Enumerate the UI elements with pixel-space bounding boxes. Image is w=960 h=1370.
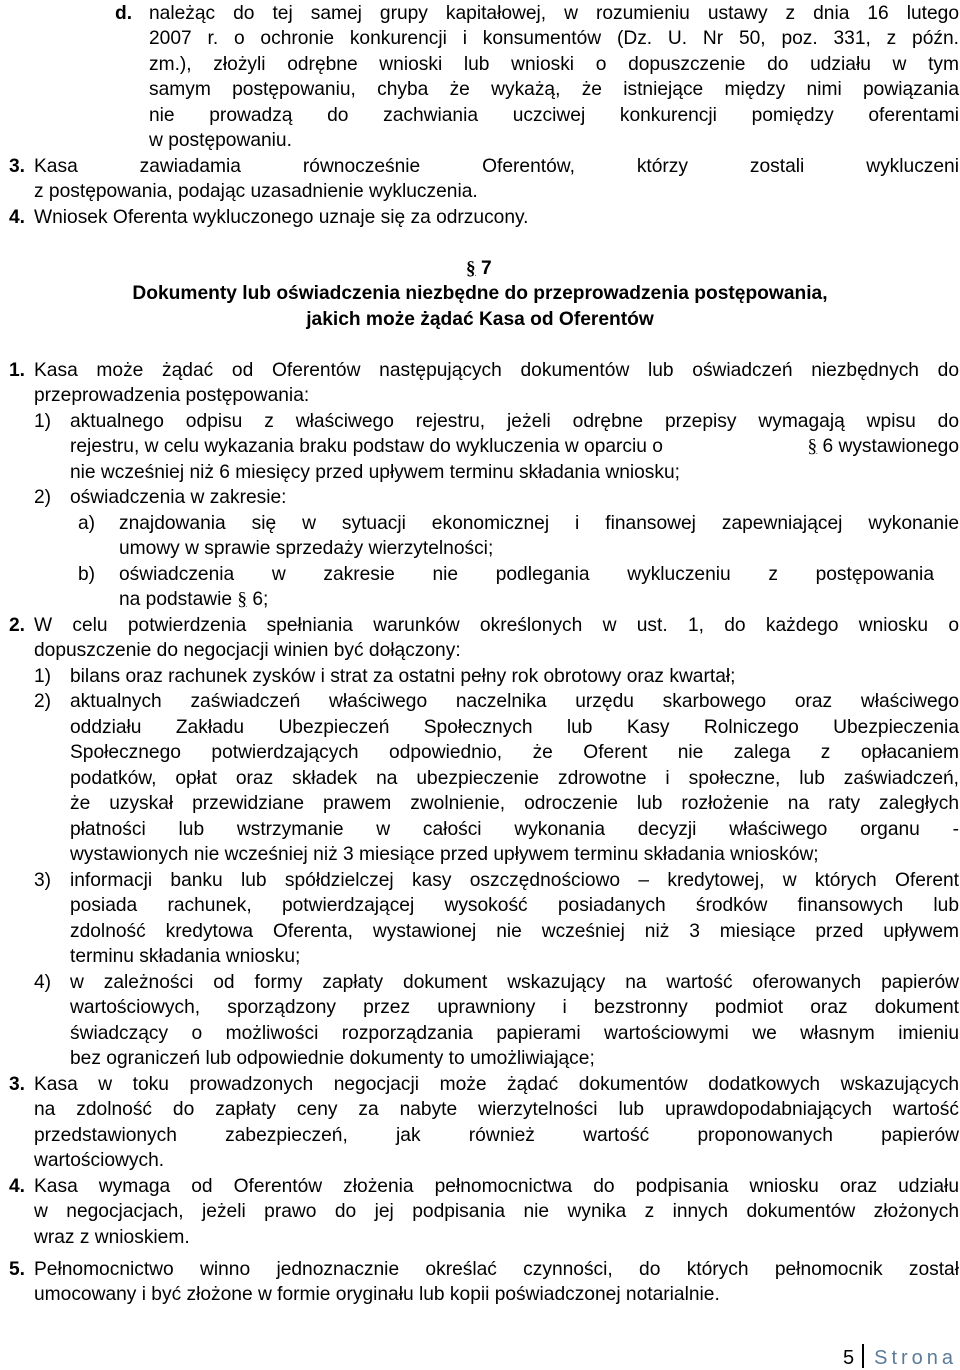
list-label: 1)	[34, 666, 52, 687]
text-part: 6;	[252, 589, 269, 610]
item-number: 1.	[9, 360, 26, 381]
paragraph-line: bez ograniczeń lub odpowiednie dokumenty to umożliwiające;	[70, 1048, 595, 1069]
paragraph-line: wartościowych.	[34, 1150, 165, 1171]
text-part	[808, 437, 959, 456]
paragraph-line: aktualnych zaświadczeń właściwego naczelnika urzędu skarbowego oraz właściwego	[70, 691, 959, 712]
paragraph-line: znajdowania się w sytuacji ekonomicznej i finansowej zapewniającej wykonanie	[119, 513, 959, 534]
paragraph-line: informacji banku lub spółdzielczej kasy oszczędnościowo – kredytowej, w których Oferent	[70, 870, 959, 891]
paragraph-line: podatków, opłat oraz składek na ubezpieczenie zdrowotne i społeczne, lub zaświadczeń,	[70, 768, 959, 789]
section-sign: §	[807, 436, 818, 457]
page-word: Strona	[874, 1347, 958, 1369]
section-heading-number	[466, 259, 492, 278]
paragraph-line: oddziału Zakładu Ubezpieczeń Społecznych lub Kasy Rolniczego Ubezpieczenia	[70, 717, 959, 738]
section-number: 7	[480, 258, 492, 279]
paragraph-line: w zależności od formy zapłaty dokument wskazujący na wartość oferowanych papierów	[70, 972, 959, 993]
paragraph-line: wystawionych nie wcześniej niż 3 miesiące przed upływem terminu składania wniosków;	[70, 844, 819, 865]
paragraph-line: wartościowych, sporządzony przez uprawniony i bezstronny podmiot oraz dokument	[70, 997, 959, 1018]
paragraph-line: dopuszczenie do negocjacji winien być dołączony:	[34, 640, 461, 661]
item-number: 4.	[9, 1176, 26, 1197]
paragraph-line: aktualnego odpisu z właściwego rejestru, jeżeli odrębne przepisy wymagają wpisu do	[70, 411, 959, 432]
paragraph-line	[70, 437, 959, 456]
paragraph-line: nie wcześniej niż 6 miesięcy przed upływem terminu składania wniosku;	[70, 462, 680, 483]
list-label: a)	[78, 513, 96, 534]
paragraph-line: Pełnomocnictwo winno jednoznacznie określać czynności, do których pełnomocnik został	[34, 1259, 959, 1280]
list-label: 2)	[34, 691, 52, 712]
list-label: b)	[78, 564, 96, 585]
paragraph-line: w postępowaniu.	[149, 130, 292, 151]
list-label: 2)	[34, 487, 52, 508]
paragraph-line: z postępowania, podając uzasadnienie wykluczenia.	[34, 181, 478, 202]
footer-separator	[862, 1344, 864, 1368]
paragraph-line: płatności lub wstrzymanie w całości wykonania decyzji właściwego organu -	[70, 819, 959, 840]
text-part: 6 wystawionego	[822, 436, 959, 457]
paragraph-line: należąc do tej samej grupy kapitałowej, w rozumieniu ustawy z dnia 16 lutego	[149, 3, 959, 24]
page-footer	[843, 1344, 957, 1370]
paragraph-line: umowy w sprawie sprzedaży wierzytelności;	[119, 538, 494, 559]
list-label: 3)	[34, 870, 52, 891]
list-label: 4)	[34, 972, 52, 993]
item-number: 4.	[9, 207, 26, 228]
paragraph-line: umocowany i być złożone w formie oryginału lub kopii poświadczonej notarialnie.	[34, 1284, 720, 1305]
paragraph-line: zdolność kredytowa Oferenta, wystawionej nie wcześniej niż 3 miesiące przed upływem	[70, 921, 959, 942]
paragraph-line: świadczący o możliwości rozporządzania papierami wartościowymi we własnym imieniu	[70, 1023, 959, 1044]
list-label: 1)	[34, 411, 52, 432]
paragraph-line: Kasa w toku prowadzonych negocjacji może żądać dokumentów dodatkowych wskazujących	[34, 1074, 959, 1095]
section-title: jakich może żądać Kasa od Oferentów	[306, 309, 654, 330]
paragraph-line: Kasa może żądać od Oferentów następujących dokumentów lub oświadczeń niezbędnych do	[34, 360, 959, 381]
text-part: rejestru, w celu wykazania braku podstaw do wykluczenia w oparciu o	[70, 436, 663, 457]
paragraph-line: posiada rachunek, potwierdzającej wysokość posiadanych środków finansowych lub	[70, 895, 959, 916]
text-part: na podstawie	[119, 589, 233, 610]
paragraph-line: na zdolność do zapłaty ceny za nabyte wierzytelności lub uprawdopodabniających wartość	[34, 1099, 959, 1120]
paragraph-line: terminu składania wniosku;	[70, 946, 301, 967]
section-sign: §	[237, 589, 248, 610]
paragraph-line: Kasa zawiadamia równocześnie Oferentów, którzy zostali wykluczeni	[34, 156, 959, 177]
paragraph-line: że uzyskał przewidziane prawem zwolnienie, odroczenie lub rozłożenie na raty zaległych	[70, 793, 959, 814]
section-sign: §	[466, 258, 476, 279]
paragraph-line: 2007 r. o ochronie konkurencji i konsumentów (Dz. U. Nr 50, poz. 331, z późn.	[149, 28, 959, 49]
item-number: 5.	[9, 1259, 26, 1280]
paragraph-line: Kasa wymaga od Oferentów złożenia pełnomocnictwa do podpisania wniosku oraz udziału	[34, 1176, 959, 1197]
page-number: 5	[843, 1347, 855, 1369]
item-number: 3.	[9, 156, 26, 177]
paragraph-line: wraz z wnioskiem.	[34, 1227, 190, 1248]
paragraph-line: nie prowadzą do zachwiania uczciwej konkurencji pomiędzy oferentami	[149, 105, 959, 126]
paragraph-line: przeprowadzenia postępowania:	[34, 385, 310, 406]
item-number: 2.	[9, 615, 26, 636]
paragraph-line: oświadczenia w zakresie:	[70, 487, 287, 508]
paragraph-line: Społecznego potwierdzających odpowiednio, że Oferent nie zalega z opłacaniem	[70, 742, 959, 763]
paragraph-line: samym postępowaniu, chyba że wykażą, że istniejące między nimi powiązania	[149, 79, 959, 100]
paragraph-line: bilans oraz rachunek zysków i strat za ostatni pełny rok obrotowy oraz kwartał;	[70, 666, 736, 687]
paragraph-line: przedstawionych zabezpieczeń, jak również wartość proponowanych papierów	[34, 1125, 959, 1146]
paragraph-line: W celu potwierdzenia spełniania warunków określonych w ust. 1, do każdego wniosku o	[34, 615, 959, 636]
section-title: Dokumenty lub oświadczenia niezbędne do przeprowadzenia postępowania,	[132, 283, 828, 304]
paragraph-line	[119, 590, 268, 609]
paragraph-line: Wniosek Oferenta wykluczonego uznaje się za odrzucony.	[34, 207, 529, 228]
paragraph-line: zm.), złożyli odrębne wnioski lub wnioski o dopuszczenie do udziału w tym	[149, 54, 959, 75]
paragraph-line: w negocjacjach, jeżeli prawo do jej podpisania nie wynika z innych dokumentów złożonych	[34, 1201, 959, 1222]
list-label-d: d.	[115, 3, 133, 24]
paragraph-line: oświadczenia w zakresie nie podlegania wykluczeniu z postępowania	[119, 564, 934, 585]
item-number: 3.	[9, 1074, 26, 1095]
